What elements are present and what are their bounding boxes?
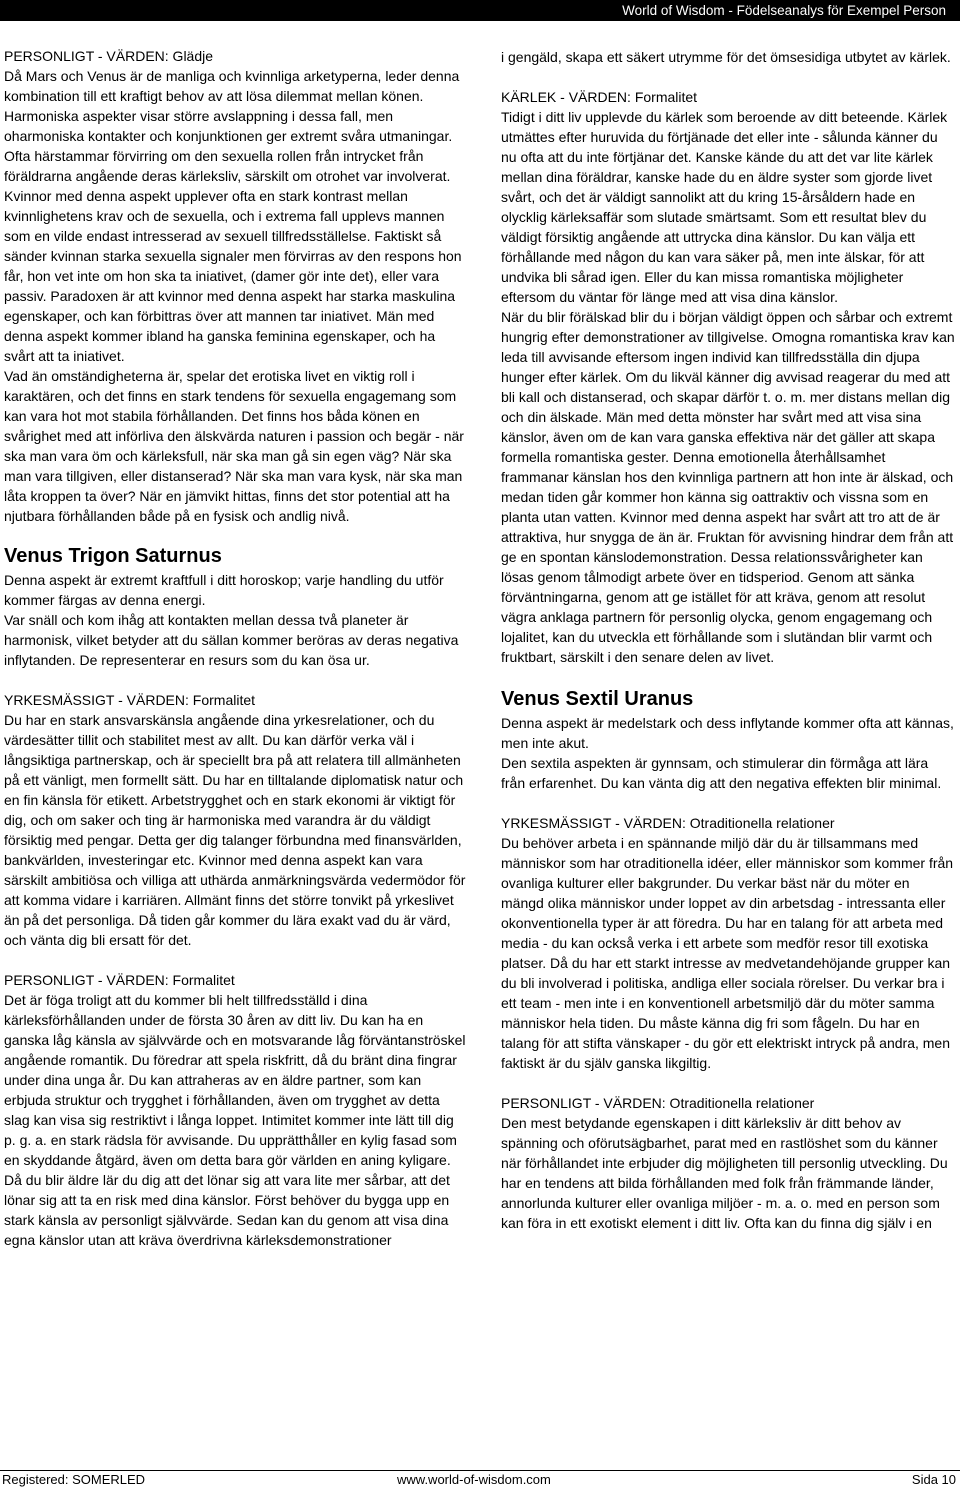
footer-registered: Registered: SOMERLED xyxy=(2,1472,146,1487)
paragraph-karlek-formalitet: Tidigt i ditt liv upplevde du kärlek som beroende av ditt beteende. Kärlek utmättes efter huruvida du förtjänade det eller inte - sålunda känner du nu ofta att du inte förtjänar det. Kanske kände du att det var lite kärlek mellan dina föräldrar, kanske hade du en äldre syster som gjorde livet svårt, och det är väldigt sannolikt att du kring 15-årsåldern hade en olycklig kärleksaffär som slutade smärtsamt. Som ett resultat blev du väldigt försiktig angående att uttrycka dina känslor. Du kan välja ett förhållande med någon du kan vara säker på, men inte älskar, för att undvika bli sårad igen. Eller du kan missa romantiska möjligheter eftersom du väntar för länge med att visa dina känslor. xyxy=(501,109,948,305)
paragraph-personal-gladje: Då Mars och Venus är de manliga och kvinnliga arketyperna, leder denna kombination till ett kraftigt behov av att lösa dilemmat mellan könen. Harmoniska aspekter visar större avslappning i dessa fall, men oharmoniska kontakter och konjunktionen ger extremt svåra utmaningar. Ofta härstammar förvirring om den sexuella rollen från intrycket från föräldrarna angående deras kärleksliv, särskilt om otrohet var involverat. Kvinnor med denna aspekt upplever ofta en stark kontrast mellan kvinnlighetens krav och de sexuella, och i extrema fall upplevs mannen som en vilde endast intresserad av sexuell tillfredsställelse. Faktiskt så sänder kvinnan starka sexuella signaler men förvirras av den respons hon får, hon vet inte om hon ska ta iniativet, (damer gör inte det), eller vara passiv. Paradoxen är att kvinnor med denna aspekt har starka maskulina egenskaper, och kan förbittras över att mannen tar iniativet. Män med denna aspekt kommer ibland ha ganska feminina egenskaper, och ha svårt att ta iniativet. xyxy=(4,68,462,364)
footer-divider xyxy=(0,1470,960,1471)
left-column xyxy=(4,46,466,1250)
section-label-yrke-otraditionella: YRKESMÄSSIGT - VÄRDEN: Otraditionella relationer xyxy=(501,815,835,831)
paragraph-personal-otraditionella: Den mest betydande egenskapen i ditt kärleksliv är ditt behov av spänning och oförutsägbarhet, parat med en rastlöshet som du känner när förhållandet inte erbjuder dig möjligheten till personlig utveckling. Du har en tendens att bilda förhållanden med folk från främmande länder, annorlunda kulturer eller ovanliga miljöer - m. a. o. med en person som kan föra in ett exotiskt element i ditt liv. Ofta kan du finna dig själv i en xyxy=(501,1115,948,1231)
paragraph-yrke-formalitet: Du har en stark ansvarskänsla angående dina yrkesrelationer, och du värdesätter tillit och stabilitet mest av allt. Du kan därför verka väl i långsiktiga partnerskap, och är speciellt bra på att relatera till allmänheten på ett vänligt, men formellt sätt. Du har en tilltalande diplomatisk natur och en fin känsla för etikett. Arbetstrygghet och en stark ekonomi är viktigt för dig, och om saker och ting är harmoniska med varandra är du väldigt försiktig med pengar. Detta ger dig talanger förbundna med finansvärlden, bankvärlden, investeringar etc. Kvinnor med denna aspekt kan vara särskilt ambitiösa och villiga att uthärda anmärkningsvärda vedermödor för att komma vidare i karriären. Allmänt finns det större tonvikt på yrkeslivet än på det personliga. Då tiden går kommer du lära exakt vad du är värd, och vänta dig bli ersatt för det. xyxy=(4,712,466,948)
heading-venus-sextil-uranus: Venus Sextil Uranus xyxy=(501,688,694,710)
right-column xyxy=(501,47,956,1233)
paragraph-yrke-otraditionella: Du behöver arbeta i en spännande miljö där du är tillsammans med människor som har otraditionella idéer, eller människor som kommer från ovanliga kulturer eller bakgrunder. Du verkar bäst när du möter en mängd olika människor under loppet av din arbetsdag - intressanta eller okonventionella typer är att föredra. Du har en talang för att arbeta med media - du kan också verka i ett arbete som medför resor till exotiska platser. Då du har ett starkt intresse av medvetandehöjande grupper kan du bli involverad i politiska, andliga eller sociala rörelser. Du verkar bra i ett team - men inte i en konventionell arbetsmiljö där du möter samma människor hela tiden. Du måste känna dig fri som fågeln. Du har en talang för att stifta vänskaper - du gör ett elektriskt intryck på andra, men faktiskt är du själv ganska likgiltig. xyxy=(501,835,954,1071)
paragraph-personal-gladje-2: Vad än omständigheterna är, spelar det erotiska livet en viktig roll i karaktären, och det finns en stark tendens för sexuella engagemang som kan vara hot mot stabila förhållanden. Det finns hos båda könen en svårighet med att införliva den älskvärda naturen i passion och begär - när ska man vara öm och kärleksfull, när ska man gå sin egen väg? När ska man vara tillgiven, eller distanserad? När ska man vara kysk, när ska man låta kroppen ta över? När en jämvikt hittas, finns det stor potential att ha njutbara förhållanden både på en fysisk och andlig nivå. xyxy=(4,368,464,524)
footer-page-number: Sida 10 xyxy=(911,1472,956,1487)
section-label-karlek-formalitet: KÄRLEK - VÄRDEN: Formalitet xyxy=(501,89,698,105)
intro-venus-uranus-1: Denna aspekt är medelstark och dess inflytande kommer ofta att kännas, men inte akut. xyxy=(501,715,954,751)
intro-venus-saturnus-2: Var snäll och kom ihåg att kontakten mellan dessa två planeter är harmonisk, vilket betyder att du sällan kommer beröras av deras negativa inflytanden. De representerar en resurs som du kan ösa ur. xyxy=(4,612,459,668)
header-title: World of Wisdom - Födelseanalys för Exempel Person xyxy=(622,3,946,18)
paragraph-continued: i gengäld, skapa ett säkert utrymme för det ömsesidiga utbytet av kärlek. xyxy=(501,49,951,65)
intro-venus-uranus-2: Den sextila aspekten är gynnsam, och stimulerar din förmåga att lära från erfarenhet. Du kan vänta dig att den negativa effekten blir minimal. xyxy=(501,755,942,791)
paragraph-personal-formalitet: Det är föga troligt att du kommer bli helt tillfredsställd i dina kärleksförhållanden under de första 30 åren av ditt liv. Du kan ha en ganska låg känsla av självvärde och en motsvarande låg förväntanströskel angående romantik. Du föredrar att spela riskfritt, då du bränt dina fingrar under dina unga år. Du kan attraheras av en äldre partner, som kan erbjuda struktur och trygghet i förhållanden, även om trygghet av detta slag kan visa sig restriktivt i långa loppet. Intimitet kommer inte lätt till dig p. g. a. en stark rädsla för avvisande. Du upprätthåller en kylig fasad som en skyddande åtgärd, även om detta bara gör världen en aning kyligare. Då du blir äldre lär du dig att det lönar sig att vara lite mer sårbar, att det lönar sig att ta en risk med dina känslor. Först behöver du bygga upp en stark känsla av personligt självvärde. Sedan kan du genom att visa dina egna känslor utan att kräva överdrivna kärleksdemonstrationer xyxy=(4,992,466,1248)
section-label-personal-otraditionella: PERSONLIGT - VÄRDEN: Otraditionella relationer xyxy=(501,1095,815,1111)
section-label-personal-formalitet: PERSONLIGT - VÄRDEN: Formalitet xyxy=(4,972,235,988)
intro-venus-saturnus-1: Denna aspekt är extremt kraftfull i ditt horoskop; varje handling du utför kommer färgas av denna energi. xyxy=(4,572,444,608)
paragraph-karlek-formalitet-2: När du blir förälskad blir du i början väldigt öppen och sårbar och extremt hungrig efter demonstrationer av tillgivelse. Omogna romantiska krav kan leda till avvisande eftersom ingen individ kan tillfredsställa din djupa hunger efter kärlek. Om du likväl känner dig avvisad reagerar du med att bli kall och distanserad, och skapar därför t. o. m. mer distans mellan dig och din älskade. Män med detta mönster har svårt med att visa sina känslor, även om de kan vara ganska effektiva när det gäller att skapa formella romantiska gester. Denna emotionella återhållsamhet frammanar känslan hos den kvinnliga partnern att hon inte är älskad, och medan tiden går kommer hon känna sig oattraktiv och vissna som en planta utan vatten. Kvinnor med denna aspekt har svårt att tro att de är attraktiva, hur snygga de än är. Fruktan för avvisning hindrar dem från att ge en spontan känslodemonstration. Dessa relationssvårigheter kan lösas genom tålmodigt arbete över en tidsperiod. Genom att sänka förväntningarna, genom att ge istället för att kräva, genom att resolut vägra anklaga partnern för personlig olycka, genom engagemang och lojalitet, kan du utveckla ett förhållande som i slutändan blir varmt och fruktbart, särskilt i den senare delen av livet. xyxy=(501,309,955,665)
footer-website-link[interactable]: www.world-of-wisdom.com xyxy=(397,1472,551,1487)
section-label-yrke-formalitet: YRKESMÄSSIGT - VÄRDEN: Formalitet xyxy=(4,692,256,708)
section-label-personal-gladje: PERSONLIGT - VÄRDEN: Glädje xyxy=(4,48,214,64)
heading-venus-trigon-saturnus: Venus Trigon Saturnus xyxy=(4,545,222,567)
page-header xyxy=(0,0,960,21)
